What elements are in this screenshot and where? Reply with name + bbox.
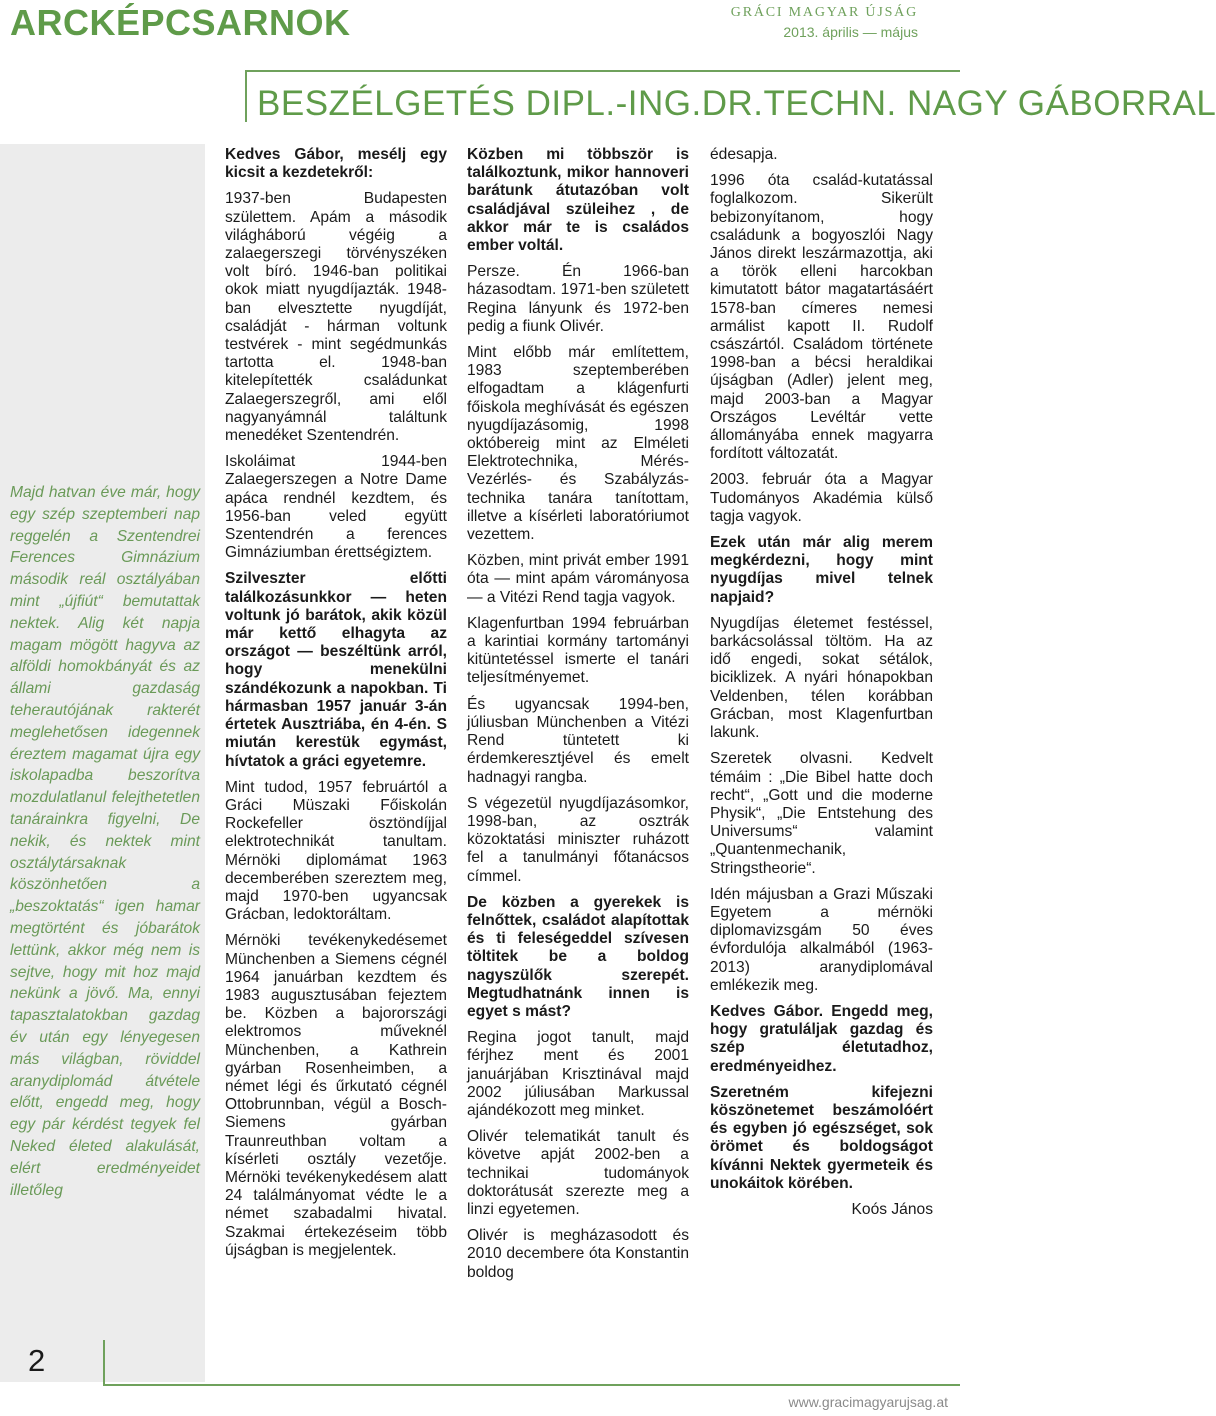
intro-paragraph: Majd hatvan éve már, hogy egy szép szeptemberi nap reggelén a Szentendrei Ferences Gimnázium második reál osztályában mint „újfiút“ bemutattak nektek. Alig két napja magam mögött hagyva az alföldi homokbányát és az állami gazdaság teherautójának rakterét meglehetősen idegennek éreztem magamat újra egy iskolapadba beszorítva mozdulatlanul felejthetetlen tanárainkra figyelni, De nekik, és nektek mint osztálytársaknak köszönhetően a „beszoktatás“ igen hamar megtörtént és jóbarátok lettünk, akkor még nem is sejtve, hogy mit hoz majd nekünk a jövő. Ma, ennyi tapasztalatokban gazdag év után egy lényegesen más világban, röviddel aranydiplomád átvétele előtt, engedd meg, hogy egy pár kérdést tegyek fel Neked életed alakulását, elért eredményeidet illetőleg xyxy=(10,484,200,1199)
interview-answer: Nyugdíjas életemet festéssel, barkácsolással töltöm. Ha az idő engedi, sokat sétálok, biciklizek. A nyári hónapokban Veldenben, télen korábban Grácban, most Klagenfurtban lakunk. xyxy=(710,614,933,742)
article-column-3 xyxy=(710,146,933,1227)
interview-answer: édesapja. xyxy=(710,146,778,163)
interview-answer: Szeretek olvasni. Kedvelt témáim : „Die Bibel hatte doch recht“, „Gott und die moderne Physik“, „Die Entstehung des Universums“ valamint „Quantenmechanik, Stringstheorie“. xyxy=(710,750,933,877)
interview-question: Szilveszter előtti találkozásunkkor — heten voltunk jó barátok, akik közül már kettő elhagyta az országot — beszéltünk arról, hogy menekülni szándékozunk a napokban. Ti hármasban 1957 január 3-án értetek Ausztriába, én 4-én. S miután kerestük egymást, hívtatok a gráci egyetemre. xyxy=(225,570,447,770)
article-column-2 xyxy=(467,146,689,1290)
article-intro xyxy=(10,482,200,1201)
interview-answer: S végezetül nyugdíjazásomkor, 1998-ban, az osztrák közoktatási miniszter ruházott fel a tanulmányi főtanácsos címmel. xyxy=(467,794,689,885)
website-link[interactable]: www.gracimagyarujsag.at xyxy=(788,1394,948,1410)
publication-name: GRÁCI MAGYAR ÚJSÁG xyxy=(730,5,918,20)
interview-answer: Mérnöki tevékenykedésemet Münchenben a Siemens cégnél 1964 januárban kezdtem és 1983 augusztusában fejeztem be. Közben a bajorországi elektromos műveknél Münchenben, a Kathrein gyárban Rosenheimben, a német légi és űrkutató cégnél Ottobrunnban, végül a Bosch-Siemens gyárban Traunreuthban voltam a kísérleti osztály vezetője. Mérnöki tevékenykedésem alatt 24 találmányomat védte le a német szabadalmi hivatal. Szakmai értekezéseim több újságban is megjelentek. xyxy=(225,932,447,1259)
interview-question: Kedves Gábor, mesélj egy kicsit a kezdetekről: xyxy=(225,146,447,182)
interview-answer: Közben, mint privát ember 1991 óta — mint apám várományosa — a Vitézi Rend tagja vagyok. xyxy=(467,552,689,606)
interview-question: Szeretném kifejezni köszönetemet beszámolóért és egyben jó egészséget, sok örömet és boldogságot kívánni Nektek gyermeteik és unokáitok körében. xyxy=(710,1083,933,1192)
interview-answer: 1937-ben Budapesten születtem. Apám a második világháború végéig a zalaegerszegi törvényszéken volt bíró. 1946-ban politikai okok miatt nyugdíjazták. 1948-ban elvesztette nyugdíját, családját - hárman voltunk testvérek - mint segédmunkás tartotta el. 1948-ban kitelepítették családunkat Zalaegerszegről, ami elől nagyanyámnál találtunk menedéket Szentendrén. xyxy=(225,190,447,445)
interview-question: Közben mi többször is találkoztunk, mikor hannoveri barátunk átutazóban volt családjával szüleihez , de akkor már te is családos ember voltál. xyxy=(467,146,689,255)
interview-question: De közben a gyerekek is felnőttek, családot alapítottak és ti feleségeddel szívesen töltitek be a boldog nagyszülők szerepét. Megtudhatnánk innen is egyet s mást? xyxy=(467,893,689,1020)
top-rule-vertical xyxy=(245,70,247,122)
section-title: ARCKÉPCSARNOK xyxy=(10,2,351,43)
interview-question: Kedves Gábor. Engedd meg, hogy gratuláljak gazdag és szép életutadhoz, eredményeidhez. xyxy=(710,1002,933,1075)
interview-answer: Olivér telematikát tanult és követve apját 2002-ben a technikai tudományok doktorátusát szerezte meg a linzi egyetemen. xyxy=(467,1128,689,1218)
interview-answer: Mint előbb már említettem, 1983 szeptemberében elfogadtam a klágenfurti főiskola meghívását és egészen nyugdíjazásomig, 1998 októbereig mint az Elméleti Elektrotechnika, Mérés- Vezérlés- és Szabályzás-technika tanára tanítottam, illetve a kísérleti laboratóriumot vezettem. xyxy=(467,344,689,544)
interview-answer: És ugyancsak 1994-ben, júliusban Münchenben a Vitézi Rend tüntetett ki érdemkeresztjével és emelt hadnagyi rangba. xyxy=(467,695,689,786)
article-column-1 xyxy=(225,146,447,1268)
bottom-rule xyxy=(103,1384,960,1386)
author-signature: Koós János xyxy=(851,1200,933,1218)
interview-answer: 1996 óta család-kutatással foglalkozom. Sikerült bebizonyítanom, hogy családunk a bogyoszlói Nagy János direkt leszármazottja, aki a török elleni harcokban kimutatott bátor magatartásáért 1578-ban címeres nemesi armálist kapott II. Rudolf császártól. Családom története 1998-ban a bécsi heraldikai újságban (Adler) jelent meg, majd 2003-ban a Magyar Országos Levéltár vette állományába ennek magyarra fordított változatát. xyxy=(710,172,933,463)
interview-answer: Klagenfurtban 1994 februárban a karintiai kormány tartományi kitüntetéssel ismerte el tanári teljesítményemet. xyxy=(467,614,689,687)
interview-question: Ezek után már alig merem megkérdezni, hogy mint nyugdíjas mivel telnek napjaid? xyxy=(710,534,933,606)
interview-answer: Iskoláimat 1944-ben Zalaegerszegen a Notre Dame apáca rendnél kezdtem, és 1956-ban veled együtt Szentendrén a ferences Gimnáziumban érettségiztem. xyxy=(225,453,447,562)
page-number: 2 xyxy=(28,1343,46,1378)
article-title: BESZÉLGETÉS DIPL.-ING.DR.TECHN. NAGY GÁBORRAL xyxy=(257,84,1216,123)
issue-date: 2013. április — május xyxy=(783,24,918,40)
interview-answer: Regina jogot tanult, majd férjhez ment és 2001 januárjában Krisztinával majd 2002 júliusában Markussal ajándékozott meg minket. xyxy=(467,1029,689,1119)
interview-answer: 2003. február óta a Magyar Tudományos Akadémia külső tagja vagyok. xyxy=(710,471,933,525)
bottom-rule-vertical xyxy=(103,1340,105,1386)
interview-answer: Mint tudod, 1957 februártól a Gráci Müszaki Főiskolán Rockefeller ösztöndíjjal elektrotechnikát tanultam. Mérnöki diplomámat 1963 decemberében szereztem meg, majd 1970-ben ugyancsak Grácban, ledoktoráltam. xyxy=(225,778,447,924)
top-rule xyxy=(245,70,960,72)
interview-answer: Persze. Én 1966-ban házasodtam. 1971-ben született Regina lányunk és 1972-ben pedig a fiunk Olivér. xyxy=(467,263,689,335)
interview-answer: Idén májusban a Grazi Műszaki Egyetem a mérnöki diplomavizsgám 50 éves évfordulója alkalmából (1963-2013) aranydiplomával emlékezik meg. xyxy=(710,885,933,994)
interview-answer: Olivér is megházasodott és 2010 decembere óta Konstantin boldog xyxy=(467,1227,689,1281)
